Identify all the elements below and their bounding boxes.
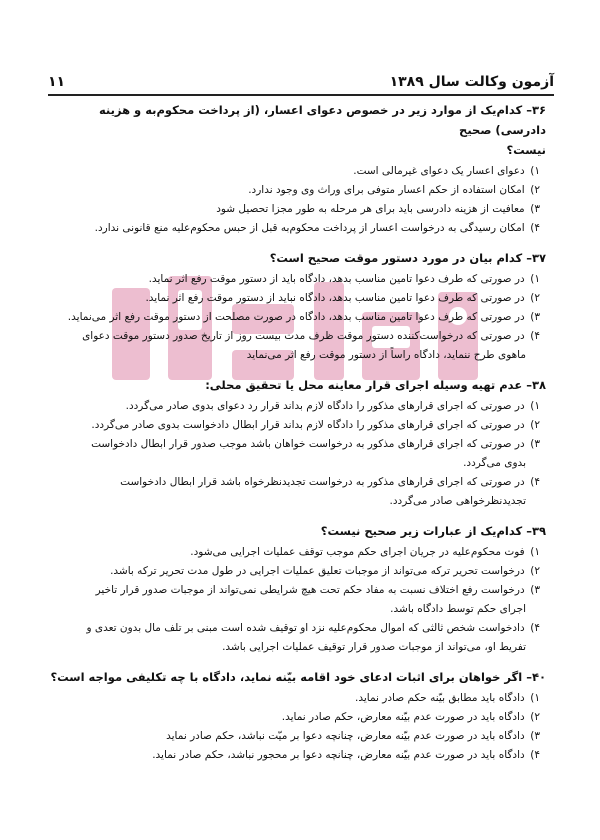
option-text-line: اجرای حکم توسط دادگاه باشد. — [390, 603, 526, 615]
question-number: ۴۰– — [526, 670, 546, 684]
option-text-line: در صورتی که طرف دعوا تامین مناسب بدهد، دادگاه در صورت مصلحت از دستور موقت رفع اثر می‌نماید. — [67, 311, 525, 323]
option-text-line: دادگاه باید مطابق بیّنه حکم صادر نماید. — [355, 692, 525, 704]
running-title: آزمون وکالت سال ۱۳۸۹ — [389, 74, 554, 90]
option-text-line: امکان رسیدگی به درخواست اعسار از پرداخت محکوم‌به قبل از حبس محکوم‌علیه منع قانونی ندارد. — [94, 222, 525, 234]
option-number: ۱) — [530, 546, 540, 558]
option-number: ۴) — [530, 749, 540, 761]
question-stem-line: کدام‌یک از عبارات زیر صحیح نیست؟ — [320, 524, 523, 538]
question-stem — [50, 521, 546, 541]
option-4 — [50, 219, 540, 238]
question-2 — [50, 248, 546, 365]
option-text-line: امکان استفاده از حکم اعسار متوفی برای وراث وی وجود ندارد. — [248, 184, 525, 196]
option-number: ۴) — [530, 222, 540, 234]
question-stem-line: کدام‌یک از موارد زیر در خصوص دعوای اعسار، (از پرداخت محکوم‌به و هزینه دادرسی) صحیح — [98, 103, 546, 137]
question-stem — [50, 100, 546, 160]
option-number: ۱) — [530, 273, 540, 285]
question-stem-line: نیست؟ — [506, 143, 546, 157]
option-text-line: ماهوی طرح ننماید، دادگاه راساً از دستور موقت رفع اثر می‌نماید — [246, 349, 526, 361]
option-text-line: در صورتی که اجرای قرارهای مذکور به درخواست خواهان باشد موجب صدور قرار ابطال دادخواست — [91, 438, 525, 450]
option-text-line: در صورتی که درخواست‌کننده دستور موقت ظرف مدت بیست روز از تاریخ صدور دستور موقت دعوای — [82, 330, 525, 342]
page-header — [48, 64, 554, 96]
option-text-line: درخواست تحریر ترکه می‌تواند از موجبات تعلیق عملیات اجرایی در طول مدت تحریر ترکه باشد. — [110, 565, 525, 577]
option-1 — [50, 543, 540, 562]
option-text-line: درخواست رفع اختلاف نسبت به مفاد حکم تحت هیچ شرایطی نمی‌تواند از موجبات صدور قرار تاخیر — [95, 584, 525, 596]
option-text-line: در صورتی که طرف دعوا تامین مناسب بدهد، دادگاه نباید از دستور موقت رفع اثر نماید. — [145, 292, 525, 304]
option-number: ۳) — [530, 311, 540, 323]
question-number: ۳۶– — [526, 103, 546, 117]
question-stem — [50, 248, 546, 268]
option-number: ۳) — [530, 730, 540, 742]
option-number: ۲) — [530, 419, 540, 431]
option-number: ۲) — [530, 292, 540, 304]
question-3 — [50, 375, 546, 511]
option-number: ۱) — [530, 692, 540, 704]
question-number: ۳۷– — [526, 251, 546, 265]
option-3 — [50, 727, 540, 746]
question-4 — [50, 521, 546, 657]
option-text-line: تجدیدنظرخواهی صادر می‌گردد. — [389, 495, 526, 507]
option-number: ۳) — [530, 438, 540, 450]
option-3 — [50, 581, 540, 619]
option-2 — [50, 181, 540, 200]
questions-section — [50, 100, 546, 775]
option-1 — [50, 689, 540, 708]
question-stem — [50, 667, 546, 687]
option-4 — [50, 746, 540, 765]
question-stem-line: کدام بیان در مورد دستور موقت صحیح است؟ — [269, 251, 523, 265]
options-list — [50, 543, 546, 657]
options-list — [50, 689, 546, 765]
option-4 — [50, 473, 540, 511]
question-stem-line: اگر خواهان برای اثبات ادعای خود اقامه بیّنه نماید، دادگاه با چه تکلیفی مواجه است؟ — [50, 670, 523, 684]
option-text-line: در صورتی که اجرای قرارهای مذکور به درخواست تجدیدنظرخواه باشد قرار ابطال دادخواست — [120, 476, 525, 488]
option-number: ۱) — [530, 400, 540, 412]
option-text-line: دادگاه باید در صورت عدم بیّنه معارض، چنانچه دعوا بر محجور نباشد، حکم صادر نماید. — [152, 749, 525, 761]
option-text-line: دادگاه باید در صورت عدم بیّنه معارض، حکم صادر نماید. — [281, 711, 525, 723]
option-text-line: دعوای اعسار یک دعوای غیرمالی است. — [353, 165, 525, 177]
question-5 — [50, 667, 546, 765]
option-2 — [50, 416, 540, 435]
option-number: ۴) — [530, 476, 540, 488]
option-text-line: بدوی می‌گردد. — [463, 457, 526, 469]
options-list — [50, 162, 546, 238]
options-list — [50, 270, 546, 365]
option-3 — [50, 435, 540, 473]
option-1 — [50, 162, 540, 181]
option-number: ۴) — [530, 330, 540, 342]
option-2 — [50, 708, 540, 727]
option-number: ۲) — [530, 184, 540, 196]
option-text-line: در صورتی که طرف دعوا تامین مناسب بدهد، دادگاه باید از دستور موقت رفع اثر نماید. — [148, 273, 525, 285]
option-text-line: در صورتی که اجرای قرارهای مذکور را دادگاه لازم بداند قرار رد دعوای بدوی صادر می‌گردد. — [125, 400, 525, 412]
option-4 — [50, 619, 540, 657]
option-2 — [50, 562, 540, 581]
option-text-line: دادخواست شخص ثالثی که اموال محکوم‌علیه نزد او توقیف شده است مبنی بر تلف مال بدون تعدی و — [86, 622, 525, 634]
question-number: ۳۹– — [526, 524, 546, 538]
question-stem — [50, 375, 546, 395]
question-stem-line: عدم تهیه وسیله اجرای قرار معاینه محل یا تحقیق محلی: — [205, 378, 523, 392]
options-list — [50, 397, 546, 511]
page-number: ۱۱ — [48, 74, 66, 90]
option-number: ۲) — [530, 565, 540, 577]
option-number: ۱) — [530, 165, 540, 177]
option-text-line: فوت محکوم‌علیه در جریان اجرای حکم موجب توقف عملیات اجرایی می‌شود. — [190, 546, 525, 558]
option-4 — [50, 327, 540, 365]
question-number: ۳۸– — [526, 378, 546, 392]
option-number: ۲) — [530, 711, 540, 723]
option-2 — [50, 289, 540, 308]
question-1 — [50, 100, 546, 238]
option-3 — [50, 308, 540, 327]
option-text-line: معافیت از هزینه دادرسی باید برای هر مرحله به طور مجزا تحصیل شود — [216, 203, 525, 215]
option-text-line: دادگاه باید در صورت عدم بیّنه معارض، چنانچه دعوا بر میّت نباشد، حکم صادر نماید — [166, 730, 525, 742]
option-number: ۳) — [530, 203, 540, 215]
option-number: ۴) — [530, 622, 540, 634]
option-text-line: تفریط او، می‌تواند از موجبات صدور قرار توقیف عملیات اجرایی باشد. — [222, 641, 526, 653]
option-1 — [50, 397, 540, 416]
option-number: ۳) — [530, 584, 540, 596]
option-1 — [50, 270, 540, 289]
option-3 — [50, 200, 540, 219]
option-text-line: در صورتی که اجرای قرارهای مذکور را دادگاه لازم بداند قرار ابطال دادخواست بدوی صادر می‌گردد. — [91, 419, 525, 431]
